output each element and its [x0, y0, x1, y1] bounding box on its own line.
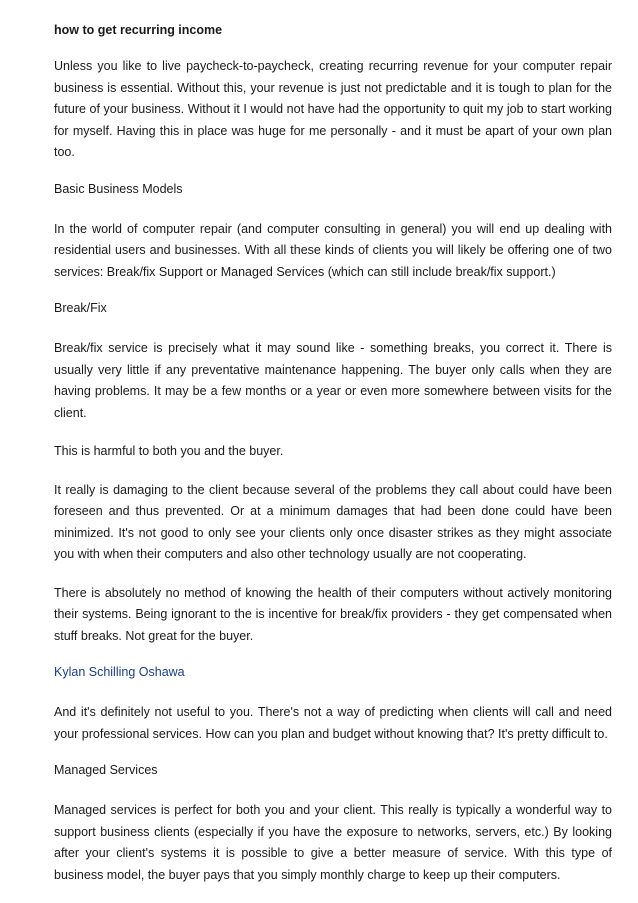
- monitoring-paragraph: There is absolutely no method of knowing the health of their computers without actively monitoring their systems. Being ignorant to the is incentive for break/fix providers - they get compensated when stuff breaks. Not great for the buyer.: [54, 585, 612, 643]
- managed-services-paragraph: Managed services is perfect for both you and your client. This really is typically a wonderful way to support business clients (especially if you have the exposure to networks, servers, etc.) By looking after your client's systems it is possible to give a better measure of service. With this type of business model, the buyer pays that you simply monthly charge to keep up their computers.: [54, 803, 612, 882]
- not-useful-paragraph: And it's definitely not useful to you. There's not a way of predicting when clients will call and need your professional services. How can you plan and budget without knowing that? It's pretty difficult to.: [54, 705, 612, 741]
- intro-paragraph: Unless you like to live paycheck-to-paycheck, creating recurring revenue for your computer repair business is essential. Without this, your revenue is just not predictable and it is tough to plan for the future of your business. Without it I would not have had the opportunity to quit my job to start working for myself. Having this in place was huge for me personally - and it must be apart of your own plan too.: [54, 59, 612, 159]
- document-title: how to get recurring income: [54, 23, 223, 37]
- heading-managed-services: Managed Services: [54, 763, 158, 777]
- document-page: [54, 22, 612, 903]
- kylan-schilling-link[interactable]: Kylan Schilling Oshawa: [54, 665, 185, 679]
- damaging-paragraph: It really is damaging to the client because several of the problems they call about could have been foreseen and thus prevented. Or at a minimum damages that had been done could have been minimized. It's not good to only see your clients only once disaster strikes as they might associate you with when their computers and also other technology usually are not cooperating.: [54, 482, 612, 561]
- heading-basic-business-models: Basic Business Models: [54, 181, 183, 196]
- heading-break-fix: Break/Fix: [54, 301, 107, 315]
- business-models-paragraph: In the world of computer repair (and computer consulting in general) you will end up dealing with residential users and businesses. With all these kinds of clients you will likely be offering one of two services: Break/fix Support or Managed Services (which can still include break/fix support.): [54, 221, 612, 279]
- harmful-paragraph: This is harmful to both you and the buyer.: [54, 444, 284, 458]
- break-fix-paragraph: Break/fix service is precisely what it may sound like - something breaks, you correct it. There is usually very little if any preventative maintenance happening. The buyer only calls when they are having problems. It may be a few months or a year or even more somewhere between visits for the client.: [54, 341, 612, 420]
